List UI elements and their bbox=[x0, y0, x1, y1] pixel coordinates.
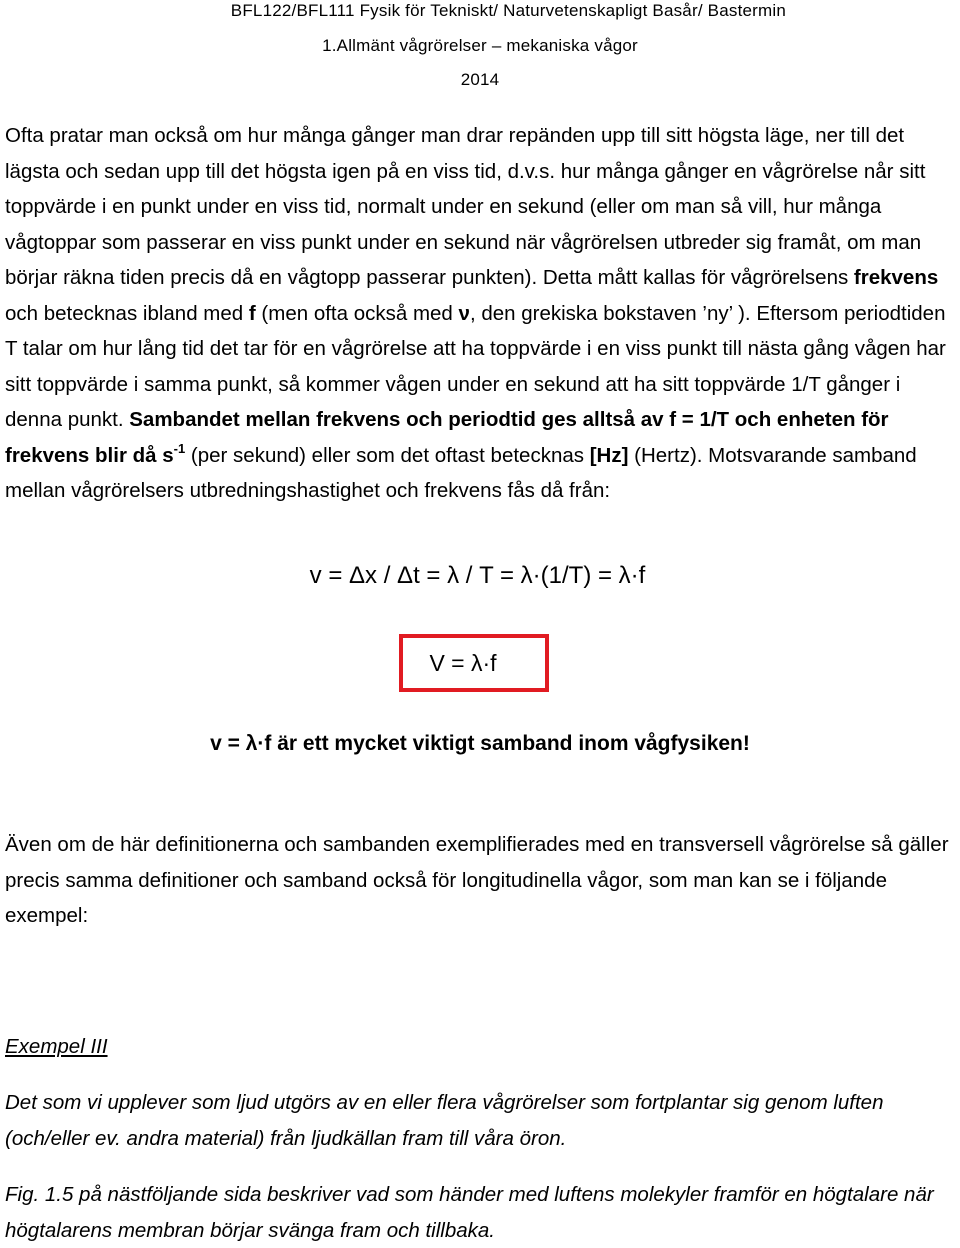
unit-hz: [Hz] bbox=[589, 443, 629, 467]
para1-text-1: Ofta pratar man också om hur många gånger man drar repänden upp till sitt högsta läge, ner till det lägsta och sedan upp till det högsta igen på en viss tid, d.v.s. hur många gånger en vågrörelse når sitt toppvärde i en punkt under en viss tid, normalt under en sekund (eller om man så vill, hur många vågtoppar som passerar en viss punkt under en sekund när vågrörelsen utbreder sig framåt, om man börjar räkna tiden precis då en vågtopp passerar punkten). Detta mått kallas för vågrörelsens bbox=[5, 124, 926, 289]
para1-text-5: (per sekund) eller som det oftast betecknas bbox=[185, 443, 590, 467]
para1-text-2: och betecknas ibland med bbox=[5, 301, 249, 325]
formula-derivation bbox=[0, 562, 960, 590]
boxed-formula-text: V = λ·f bbox=[429, 649, 497, 676]
figure-note: Fig. 1.5 på nästföljande sida beskriver vad som händer med luftens molekyler framför en högtalare när högtalarens membran börjar svänga fram och tillbaka. bbox=[5, 1183, 934, 1242]
paragraph-longitudinal: Även om de här definitionerna och sambanden exemplifierades med en transversell vågrörelse så gäller precis samma definitioner och samband också för longitudinella vågor, som man kan se i följande exempel: bbox=[5, 833, 949, 927]
relation-text: Sambandet mellan frekvens och periodtid ges alltså av f = 1/T och enheten för frekvens blir då s bbox=[5, 408, 889, 467]
paragraph-frequency bbox=[5, 118, 960, 509]
header-chapter: 1.Allmänt vågrörelser – mekaniska vågor bbox=[322, 36, 638, 55]
example-text: Det som vi upplever som ljud utgörs av en eller flera vågrörelser som fortplantar sig genom luften (och/eller ev. andra material) från ljudkällan fram till våra öron. bbox=[5, 1091, 884, 1150]
header-year: 2014 bbox=[460, 70, 500, 89]
term-frekvens: frekvens bbox=[853, 266, 939, 289]
para1-text-3: (men ofta också med bbox=[255, 301, 459, 325]
para1-text-4: , den grekiska bokstaven ’ny’ ). Eftersom periodtiden T talar om hur lång tid det tar för en vågrörelse att ha toppvärde i en viss punkt till nästa gång vågen har sitt toppvärde i samma punkt, så kommer vågen under en sekund att ha sitt toppvärde 1/T gånger i denna punkt. bbox=[5, 301, 946, 431]
formula-derivation-text: v = Δx / Δt = λ / T = λ·(1/T) = λ·f bbox=[309, 562, 646, 589]
symbol-nu: ν bbox=[458, 301, 470, 325]
symbol-f: f bbox=[248, 301, 256, 325]
example-title: Exempel III bbox=[5, 1035, 108, 1058]
header-course: BFL122/BFL111 Fysik för Tekniskt/ Naturvetenskapligt Basår/ Bastermin bbox=[230, 1, 786, 20]
key-statement: v = λ·f är ett mycket viktigt samband inom vågfysiken! bbox=[210, 732, 750, 755]
boxed-formula bbox=[399, 634, 549, 692]
para1-text-6: (Hertz). Motsvarande samband mellan vågrörelsers utbredningshastighet och frekvens fås då från: bbox=[5, 443, 917, 502]
unit-exponent: -1 bbox=[173, 440, 186, 456]
